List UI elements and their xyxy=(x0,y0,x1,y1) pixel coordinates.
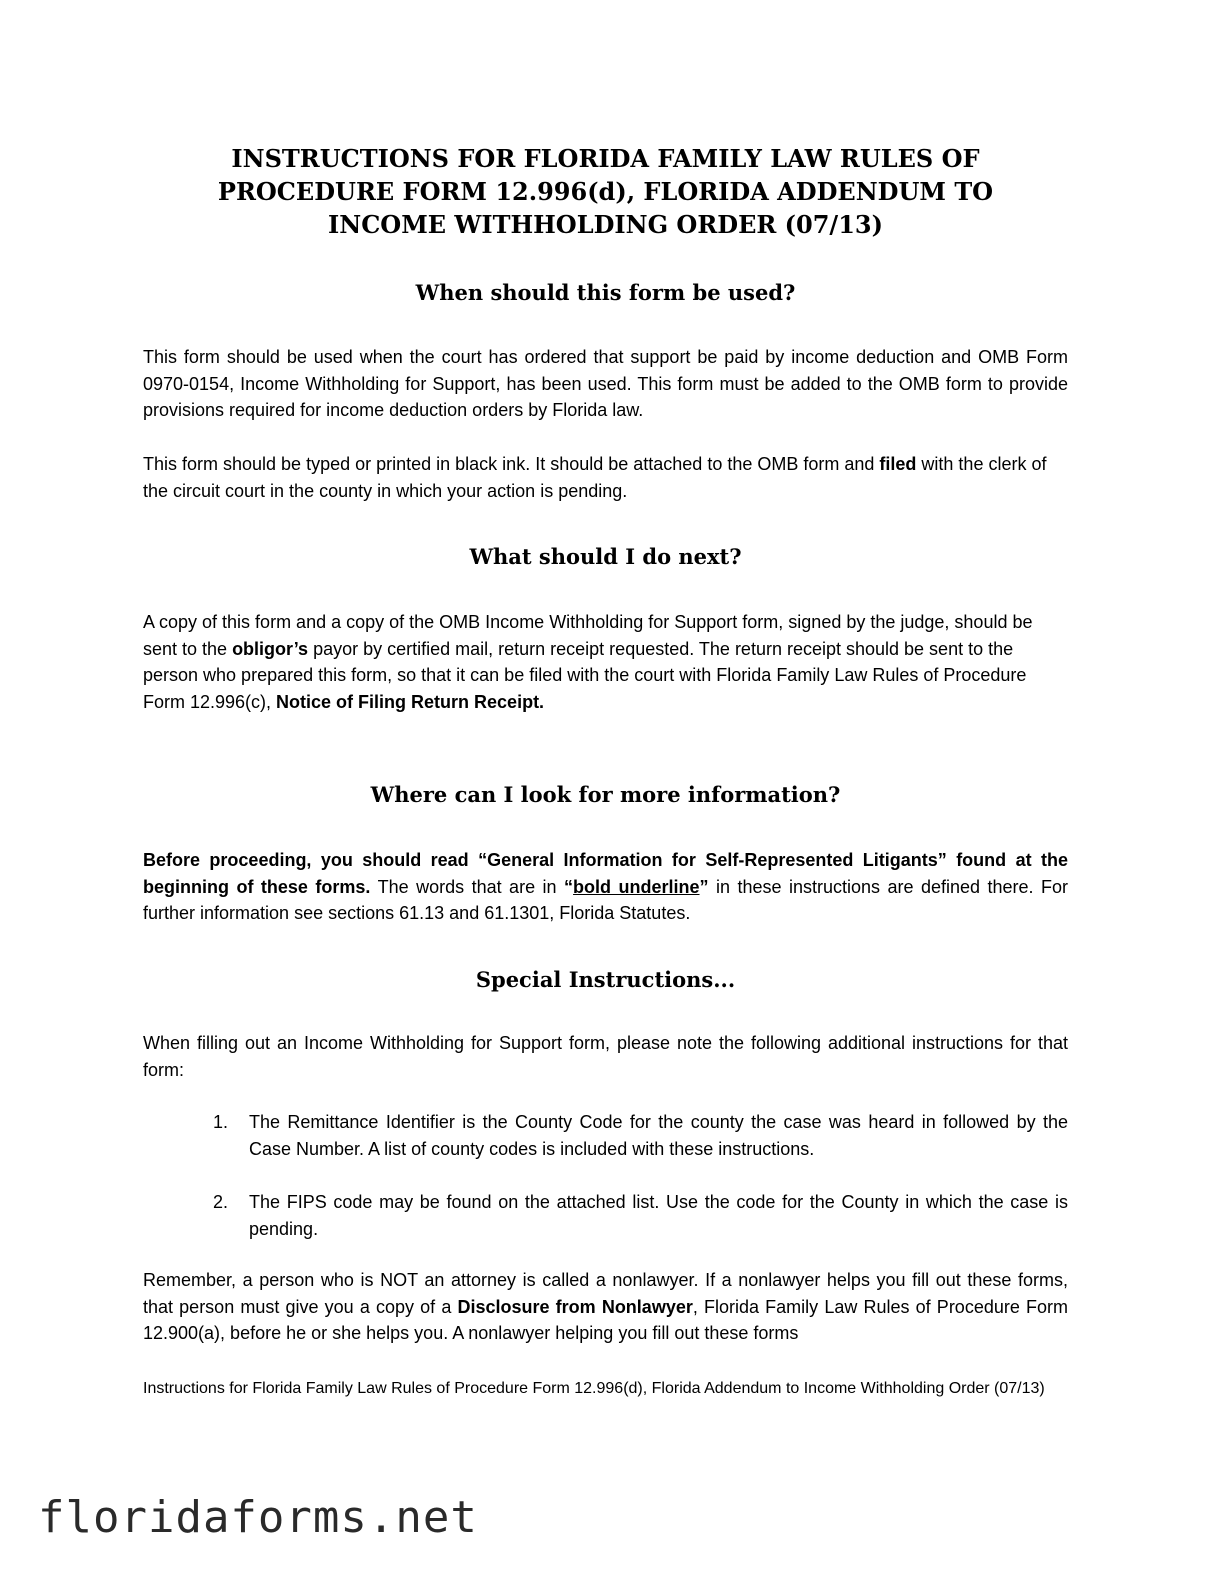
list-item xyxy=(213,1189,1068,1242)
bold-underline-example: bold underline xyxy=(573,876,700,897)
heading-more-information: Where can I look for more information? xyxy=(370,782,841,807)
title-line-2: PROCEDURE FORM 12.996(d), FLORIDA ADDENDUM TO xyxy=(217,177,994,206)
document-title xyxy=(143,142,1068,241)
form-name-disclosure: Disclosure from Nonlawyer xyxy=(457,1296,693,1317)
paragraph-typed-or-printed: This form should be typed or printed in black ink. It should be attached to the OMB form and filed with the clerk of the circuit court in the county in which your action is pending. xyxy=(143,454,1047,501)
defined-term-filed: filed xyxy=(879,454,917,474)
heading-special-instructions: Special Instructions... xyxy=(475,967,736,992)
paragraph-more-information: Before proceeding, you should read “General Information for Self-Represented Litigants” found at the beginning of these forms. The words that are in “bold underline” in these instructions are defined there. For further information see sections 61.13 and 61.1301, Florida Statutes. xyxy=(143,850,1069,923)
heading-what-next: What should I do next? xyxy=(469,544,742,569)
list-item xyxy=(213,1109,1068,1162)
list-item-number: 2. xyxy=(213,1192,229,1212)
defined-term-obligor: obligor’s xyxy=(232,638,309,659)
list-item-text: The FIPS code may be found on the attached list. Use the code for the County in which the case is pending. xyxy=(249,1192,1068,1239)
paragraph-what-next: A copy of this form and a copy of the OMB Income Withholding for Support form, signed by the judge, should be sent to the obligor’s payor by certified mail, return receipt requested. The return receipt should be sent to the person who prepared this form, so that it can be filed with the court with Florida Family Law Rules of Procedure Form 12.996(c), Notice of Filing Return Receipt. xyxy=(143,612,1033,712)
list-item-text: The Remittance Identifier is the County Code for the county the case was heard in followed by the Case Number. A list of county codes is included with these instructions. xyxy=(249,1112,1068,1159)
page-footer: Instructions for Florida Family Law Rules of Procedure Form 12.996(d), Florida Addendum to Income Withholding Order (07/13) xyxy=(143,1380,1045,1397)
watermark-site-name: floridaforms.net xyxy=(38,1492,478,1543)
title-line-1: INSTRUCTIONS FOR FLORIDA FAMILY LAW RULES OF xyxy=(231,144,980,173)
paragraph-special-intro: When filling out an Income Withholding for Support form, please note the following additional instructions for that form: xyxy=(143,1033,1068,1080)
heading-when-used: When should this form be used? xyxy=(415,280,796,305)
paragraph-when-used: This form should be used when the court has ordered that support be paid by income deduction and OMB Form 0970-0154, Income Withholding for Support, has been used. This form must be added to the OMB form to provide provisions required for income deduction orders by Florida law. xyxy=(143,347,1068,420)
list-item-number: 1. xyxy=(213,1112,229,1132)
title-line-3: INCOME WITHHOLDING ORDER (07/13) xyxy=(328,210,883,239)
paragraph-remember-nonlawyer: Remember, a person who is NOT an attorney is called a nonlawyer. If a nonlawyer helps you fill out these forms, that person must give you a copy of a Disclosure from Nonlawyer, Florida Family Law Rules of Procedure Form 12.900(a), before he or she helps you. A nonlawyer helping you fill out these forms xyxy=(143,1270,1068,1343)
form-name-notice-of-filing: Notice of Filing Return Receipt. xyxy=(276,691,545,712)
